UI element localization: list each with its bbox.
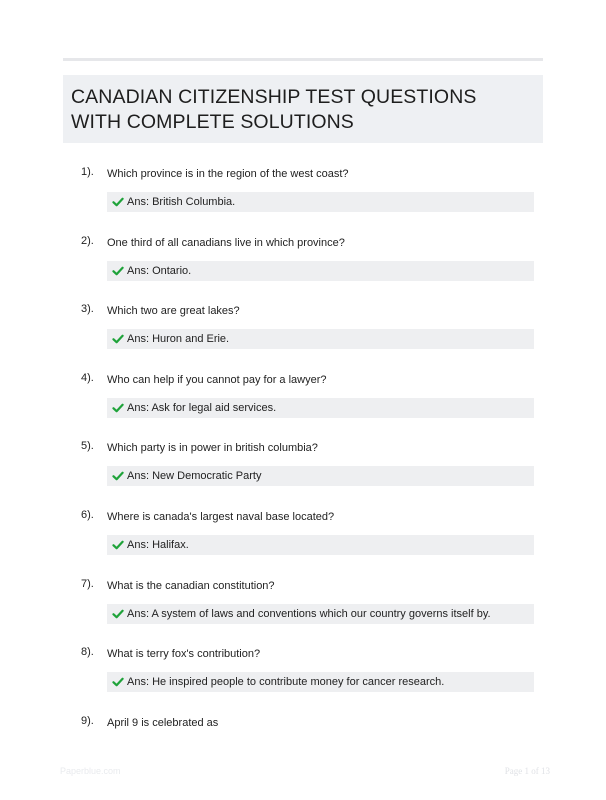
question-text: April 9 is celebrated as — [107, 716, 219, 729]
check-icon — [112, 333, 124, 345]
title-line-1: CANADIAN CITIZENSHIP TEST QUESTIONS — [71, 86, 477, 108]
question-item — [0, 371, 606, 440]
page-number: Page 1 of 13 — [504, 766, 550, 776]
document-title — [71, 85, 543, 135]
question-text: Which province is in the region of the west coast? — [107, 168, 349, 180]
question-item — [0, 165, 606, 234]
question-item — [0, 508, 606, 577]
answer-box — [107, 535, 534, 555]
answer-text: Ans: Ontario. — [127, 264, 192, 277]
footer-watermark: Paperblue.com — [60, 766, 121, 776]
answer-box — [107, 192, 534, 212]
answer-text: Ans: New Democratic Party — [127, 470, 262, 483]
answer-box — [107, 261, 534, 281]
question-number: 2). — [81, 234, 94, 247]
answer-box — [107, 604, 534, 624]
question-item — [0, 302, 606, 371]
answer-box — [107, 398, 534, 418]
question-number: 3). — [81, 303, 94, 316]
answer-text: Ans: British Columbia. — [127, 196, 236, 208]
answer-text: Ans: Huron and Erie. — [127, 333, 230, 346]
check-icon — [112, 265, 124, 277]
question-item — [0, 645, 606, 714]
question-number: 1). — [81, 166, 94, 178]
question-number: 6). — [81, 508, 94, 521]
answer-box — [107, 466, 534, 486]
question-number: 5). — [81, 440, 94, 453]
question-text: What is the canadian constitution? — [107, 579, 275, 592]
question-text: Where is canada's largest naval base located? — [107, 510, 335, 523]
question-item — [0, 439, 606, 508]
question-text: Which two are great lakes? — [107, 305, 240, 318]
check-icon — [112, 196, 124, 208]
question-number: 7). — [81, 577, 94, 590]
check-icon — [112, 676, 124, 688]
answer-text: Ans: Halifax. — [127, 538, 189, 551]
question-number: 4). — [81, 371, 94, 384]
answer-box — [107, 329, 534, 349]
question-number: 9). — [81, 714, 94, 727]
question-text: Which party is in power in british columbia? — [107, 442, 318, 455]
title-line-2: WITH COMPLETE SOLUTIONS — [71, 111, 354, 133]
question-number: 8). — [81, 646, 94, 659]
answer-box — [107, 672, 534, 692]
question-item — [0, 234, 606, 303]
question-text: What is terry fox's contribution? — [107, 648, 261, 661]
title-box — [63, 75, 543, 143]
question-text: Who can help if you cannot pay for a lawyer? — [107, 373, 327, 386]
check-icon — [112, 539, 124, 551]
check-icon — [112, 402, 124, 414]
top-rule — [63, 58, 543, 61]
answer-text: Ans: A system of laws and conventions which our country governs itself by. — [127, 607, 491, 620]
question-text: One third of all canadians live in which province? — [107, 236, 345, 249]
check-icon — [112, 470, 124, 482]
question-list — [0, 165, 606, 782]
question-item — [0, 577, 606, 646]
answer-text: Ans: He inspired people to contribute money for cancer research. — [127, 676, 445, 689]
answer-text: Ans: Ask for legal aid services. — [127, 401, 277, 414]
check-icon — [112, 608, 124, 620]
